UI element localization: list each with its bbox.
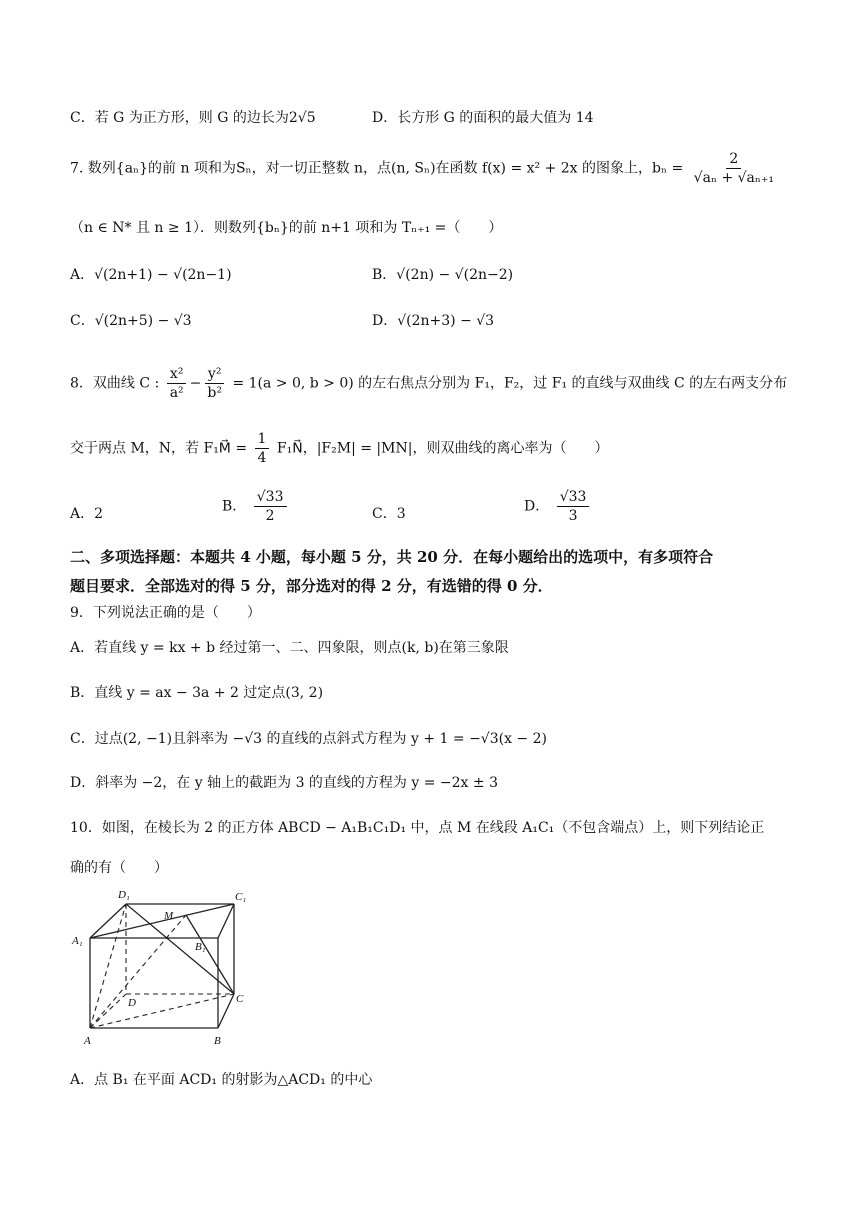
q8-option-b-den: 2 [265, 508, 275, 524]
q6-option-c: C．若 G 为正方形，则 G 的边长为2√5 [70, 110, 316, 126]
q8-y2: y² [205, 365, 225, 384]
q8-y-fraction [204, 365, 225, 402]
q8-b2: b² [207, 385, 222, 401]
q8-option-d-num: √33 [557, 488, 590, 507]
label-d: D [128, 997, 136, 1009]
section2-heading-line2: 题目要求．全部选对的得 5 分，部分选对的得 2 分，有选错的得 0 分． [70, 577, 553, 595]
q7-stem-line2: （n ∈ N* 且 n ≥ 1）．则数列{bₙ}的前 n+1 项和为 Tₙ₊₁ =（ ） [70, 220, 503, 236]
label-a: A [84, 1035, 91, 1047]
q8-stem-line2 [70, 430, 608, 467]
q7-option-d: D．√(2n+3) − √3 [372, 313, 495, 329]
q8-quarter-fraction [255, 430, 270, 467]
q8-option-b [222, 488, 290, 525]
cube-figure [66, 882, 256, 1052]
label-a1: A₁ [72, 935, 83, 947]
q8-x-fraction [167, 365, 187, 402]
q8-option-d-fraction [557, 488, 590, 525]
q8-option-b-num: √33 [254, 488, 287, 507]
label-c1: C₁ [235, 891, 247, 903]
q7-option-a: A．√(2n+1) − √(2n−1) [70, 267, 232, 283]
q8-x2: x² [167, 365, 187, 384]
q8-line2-suffix: F₁N⃗，|F₂M| = |MN|，则双曲线的离心率为（ ） [276, 440, 609, 457]
label-b: B [214, 1035, 221, 1047]
q6-option-d: D．长方形 G 的面积的最大值为 14 [372, 110, 594, 126]
q8-a2: a² [169, 385, 184, 401]
section2-heading-line1: 二、多项选择题：本题共 4 小题，每小题 5 分，共 20 分．在每小题给出的选项中，有多项符合 [70, 548, 714, 566]
q8-option-d [524, 488, 592, 525]
label-d1: D₁ [118, 889, 130, 901]
q8-quarter-den: 4 [257, 450, 267, 466]
q8-line2-prefix: 交于两点 M，N，若 F₁M⃗ = [70, 440, 248, 457]
label-b1: B₁ [195, 941, 206, 953]
q7-bn-numerator: 2 [726, 150, 741, 169]
q7-option-c: C．√(2n+5) − √3 [70, 313, 192, 329]
label-c: C [236, 993, 244, 1005]
q7-stem-text: 7. 数列{aₙ}的前 n 项和为Sₙ，对一切正整数 n，点(n, Sₙ)在函数 f(x) = x² + 2x 的图象上，bₙ = [70, 160, 684, 177]
q7-bn-denominator: √aₙ + √aₙ₊₁ [693, 170, 774, 186]
q7-bn-fraction [691, 150, 777, 187]
q10-stem-line2: 确的有（ ） [70, 860, 168, 876]
q8-option-d-den: 3 [568, 508, 578, 524]
q9-option-b: B．直线 y = ax − 3a + 2 过定点(3, 2) [70, 685, 324, 701]
q8-stem-line1: 8．双曲线 C : $\frac{\text{x²}}{\text{a²}}$ − $\frac{\text{y²}}{\text{b²}}$ = 1(a > 0, b > 0) 的左右焦点分别为 F₁，F₂，过 F₁ 的直线与双曲线 C 的左右两支分布 [70, 366, 788, 401]
q8-option-a: A．2 [70, 506, 104, 522]
q8-option-b-label: B． [222, 498, 247, 515]
q8-stem-prefix: 8．双曲线 C : [70, 375, 160, 392]
q8-option-c: C．3 [372, 506, 406, 522]
q9-option-c: C．过点(2, −1)且斜率为 −√3 的直线的点斜式方程为 y + 1 = −√3(x − 2) [70, 731, 547, 747]
q8-quarter-num: 1 [255, 430, 270, 449]
q7-option-b: B．√(2n) − √(2n−2) [372, 267, 514, 283]
q9-option-a: A．若直线 y = kx + b 经过第一、二、四象限，则点(k, b)在第三象限 [70, 640, 509, 656]
q8-option-d-label: D． [524, 498, 550, 515]
q7-stem-line1 [70, 150, 780, 187]
q9-option-d: D．斜率为 −2，在 y 轴上的截距为 3 的直线的方程为 y = −2x ± 3 [70, 775, 498, 791]
q9-stem: 9．下列说法正确的是（ ） [70, 605, 261, 621]
q10-stem-line1: 10．如图，在棱长为 2 的正方体 ABCD − A₁B₁C₁D₁ 中，点 M 在线段 A₁C₁（不包含端点）上，则下列结论正 [70, 820, 765, 836]
q8-option-b-fraction [254, 488, 287, 525]
q10-option-a: A．点 B₁ 在平面 ACD₁ 的射影为△ACD₁ 的中心 [70, 1072, 373, 1088]
q8-stem-suffix: = 1(a > 0, b > 0) 的左右焦点分别为 F₁，F₂，过 F₁ 的直线与双曲线 C 的左右两支分布 [232, 375, 788, 392]
label-m: M [164, 910, 174, 922]
